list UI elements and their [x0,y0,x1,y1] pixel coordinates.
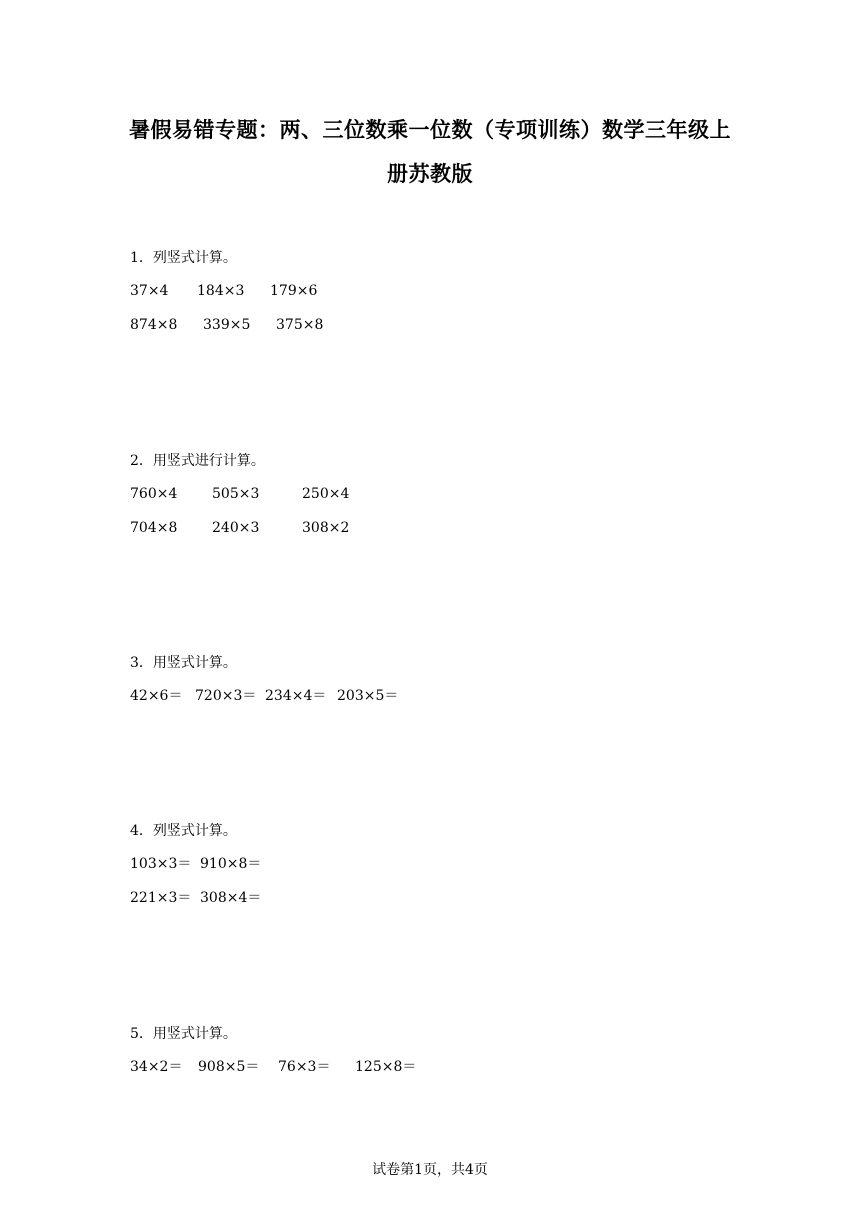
problem-item: 308×4＝ [200,890,262,906]
problem-item: 505×3 [212,486,260,502]
problem-item: 240×3 [212,520,260,536]
problem-item: 339×5 [203,317,251,333]
problem-item: 42×6＝ [130,688,183,704]
problem-item: 221×3＝ [130,890,192,906]
problem-item: 704×8 [130,520,178,536]
problem-item: 874×8 [130,317,178,333]
question-heading: 4．列竖式计算。 [130,823,237,839]
problem-item: 720×3＝ [195,688,257,704]
problem-item: 308×2 [302,520,350,536]
problem-item: 37×4 [130,283,169,299]
problem-item: 34×2＝ [130,1059,183,1075]
problem-item: 910×8＝ [200,856,262,872]
document-title-line-2: 册苏教版 [387,162,473,186]
problem-item: 125×8＝ [355,1059,417,1075]
page-footer: 试卷第1页，共4页 [372,1162,488,1178]
question-heading: 5．用竖式计算。 [130,1026,237,1042]
problem-item: 760×4 [130,486,178,502]
document-title-line-1: 暑假易错专题：两、三位数乘一位数（专项训练）数学三年级上 [129,118,731,142]
question-heading: 2．用竖式进行计算。 [130,453,265,469]
problem-item: 203×5＝ [337,688,399,704]
question-heading: 3．用竖式计算。 [130,655,237,671]
problem-item: 375×8 [276,317,324,333]
problem-item: 250×4 [302,486,350,502]
problem-item: 908×5＝ [198,1059,260,1075]
problem-item: 103×3＝ [130,856,192,872]
problem-item: 184×3 [197,283,245,299]
question-heading: 1．列竖式计算。 [130,250,237,266]
problem-item: 179×6 [270,283,318,299]
problem-item: 234×4＝ [265,688,327,704]
problem-item: 76×3＝ [278,1059,331,1075]
